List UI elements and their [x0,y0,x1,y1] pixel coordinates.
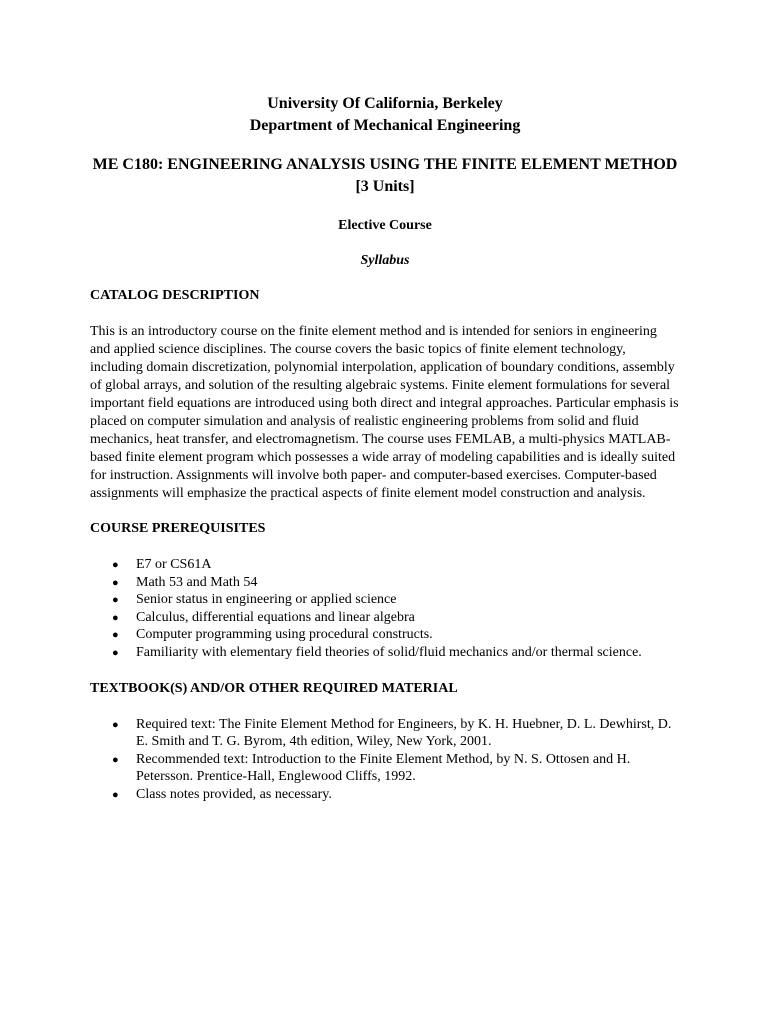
department-name: Department of Mechanical Engineering [249,117,521,134]
list-item-text: Computer programming using procedural constructs. [136,627,433,643]
list-item-text: Senior status in engineering or applied science [136,592,397,608]
list-item-text: Math 53 and Math 54 [136,574,258,590]
prerequisites-list [90,556,680,662]
list-item [90,626,680,644]
list-item [90,644,680,662]
bullet-icon: ● [112,753,119,766]
list-item [90,786,680,804]
university-name: University Of California, Berkeley [267,95,503,112]
textbooks-heading: TEXTBOOK(S) AND/OR OTHER REQUIRED MATERIAL [90,680,458,696]
list-item [90,716,680,751]
list-item [90,751,680,786]
list-item [90,591,680,609]
list-item-text: Required text: The Finite Element Method for Engineers, by K. H. Huebner, D. L. Dewhirst, D. E. Smith and T. G. Byrom, 4th edition, Wiley, New York, 2001. [136,716,672,750]
list-item [90,574,680,592]
list-item [90,609,680,627]
list-item-text: Calculus, differential equations and linear algebra [136,609,415,625]
document-header [90,93,680,270]
bullet-icon: ● [112,646,119,659]
prerequisites-section [90,520,680,662]
bullet-icon: ● [112,576,119,589]
document-type: Syllabus [360,253,410,268]
prerequisites-heading: COURSE PREREQUISITES [90,521,266,536]
bullet-icon: ● [112,559,119,571]
list-item-text: Familiarity with elementary field theories of solid/fluid mechanics and/or thermal science. [136,644,642,660]
catalog-section [90,287,680,503]
textbooks-section [90,680,680,804]
bullet-icon: ● [112,611,119,624]
list-item-text: E7 or CS61A [136,557,212,572]
bullet-icon: ● [112,718,119,731]
course-title: ME C180: ENGINEERING ANALYSIS USING THE FINITE ELEMENT METHOD [3 Units] [92,156,678,195]
catalog-heading: CATALOG DESCRIPTION [90,288,260,303]
course-type: Elective Course [338,218,432,233]
bullet-icon: ● [112,629,119,642]
list-item-text: Recommended text: Introduction to the Finite Element Method, by N. S. Ottosen and H. Petersson. Prentice-Hall, Englewood Cliffs, 1992. [136,751,631,785]
textbooks-list [90,716,680,804]
syllabus-page [90,93,680,804]
bullet-icon: ● [112,594,119,607]
bullet-icon: ● [112,788,119,801]
catalog-description: This is an introductory course on the finite element method and is intended for seniors in engineering and applied science disciplines. The course covers the basic topics of finite element technology, including domain discretization, polynomial interpolation, application of boundary conditions, assembly of global arrays, and solution of the resulting algebraic systems. Finite element formulations for several important field equations are introduced using both direct and integral approaches. Particular emphasis is placed on computer simulation and analysis of realistic engineering problems from solid and fluid mechanics, heat transfer, and electromagnetism. The course uses FEMLAB, a multi-physics MATLAB-based finite element program which possesses a wide array of modeling capabilities and is ideally suited for instruction. Assignments will involve both paper- and computer-based exercises. Computer-based assignments will emphasize the practical aspects of finite element model construction and analysis. [90,324,679,501]
list-item-text: Class notes provided, as necessary. [136,786,332,802]
list-item [90,556,680,574]
